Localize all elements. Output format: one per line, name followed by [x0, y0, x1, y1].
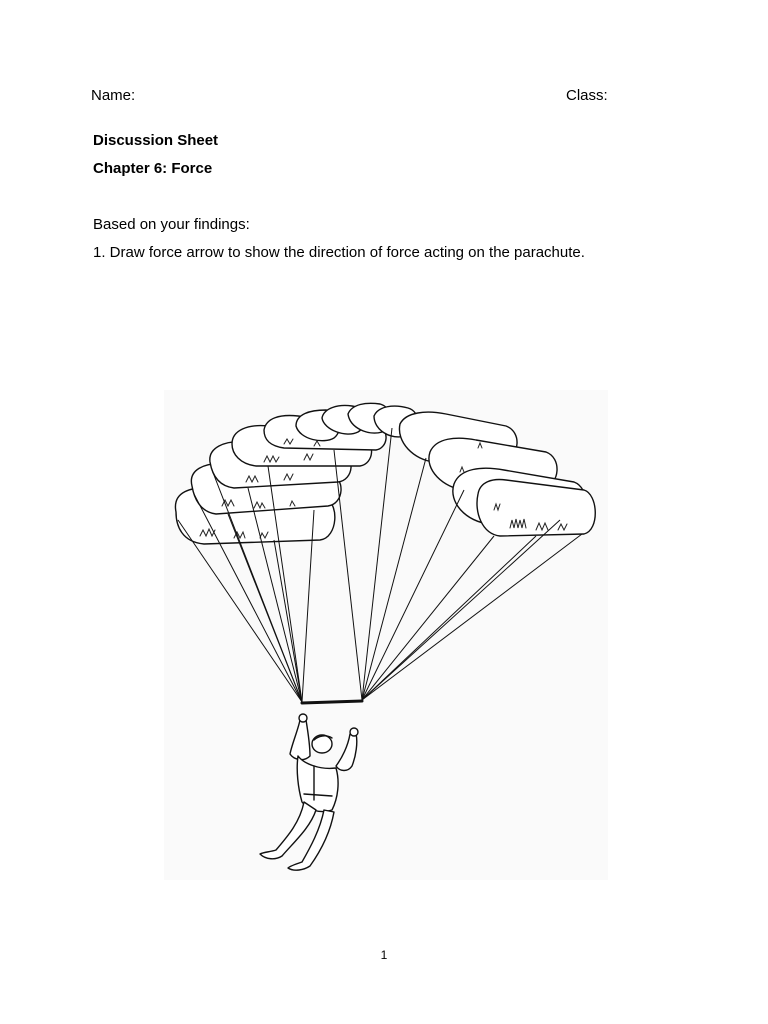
intro-text: Based on your findings: [93, 216, 250, 233]
riser-bar [302, 701, 362, 703]
skydiver [260, 714, 358, 870]
parachute-illustration [164, 390, 608, 880]
name-label: Name: [91, 87, 136, 104]
parachute-drawing [164, 390, 608, 880]
chapter-title: Chapter 6: Force [93, 160, 213, 177]
question-1: 1. Draw force arrow to show the direction of force acting on the parachute. [93, 244, 585, 261]
sheet-title: Discussion Sheet [93, 132, 219, 149]
class-label: Class: [566, 87, 608, 104]
page-number: 1 [380, 948, 388, 962]
